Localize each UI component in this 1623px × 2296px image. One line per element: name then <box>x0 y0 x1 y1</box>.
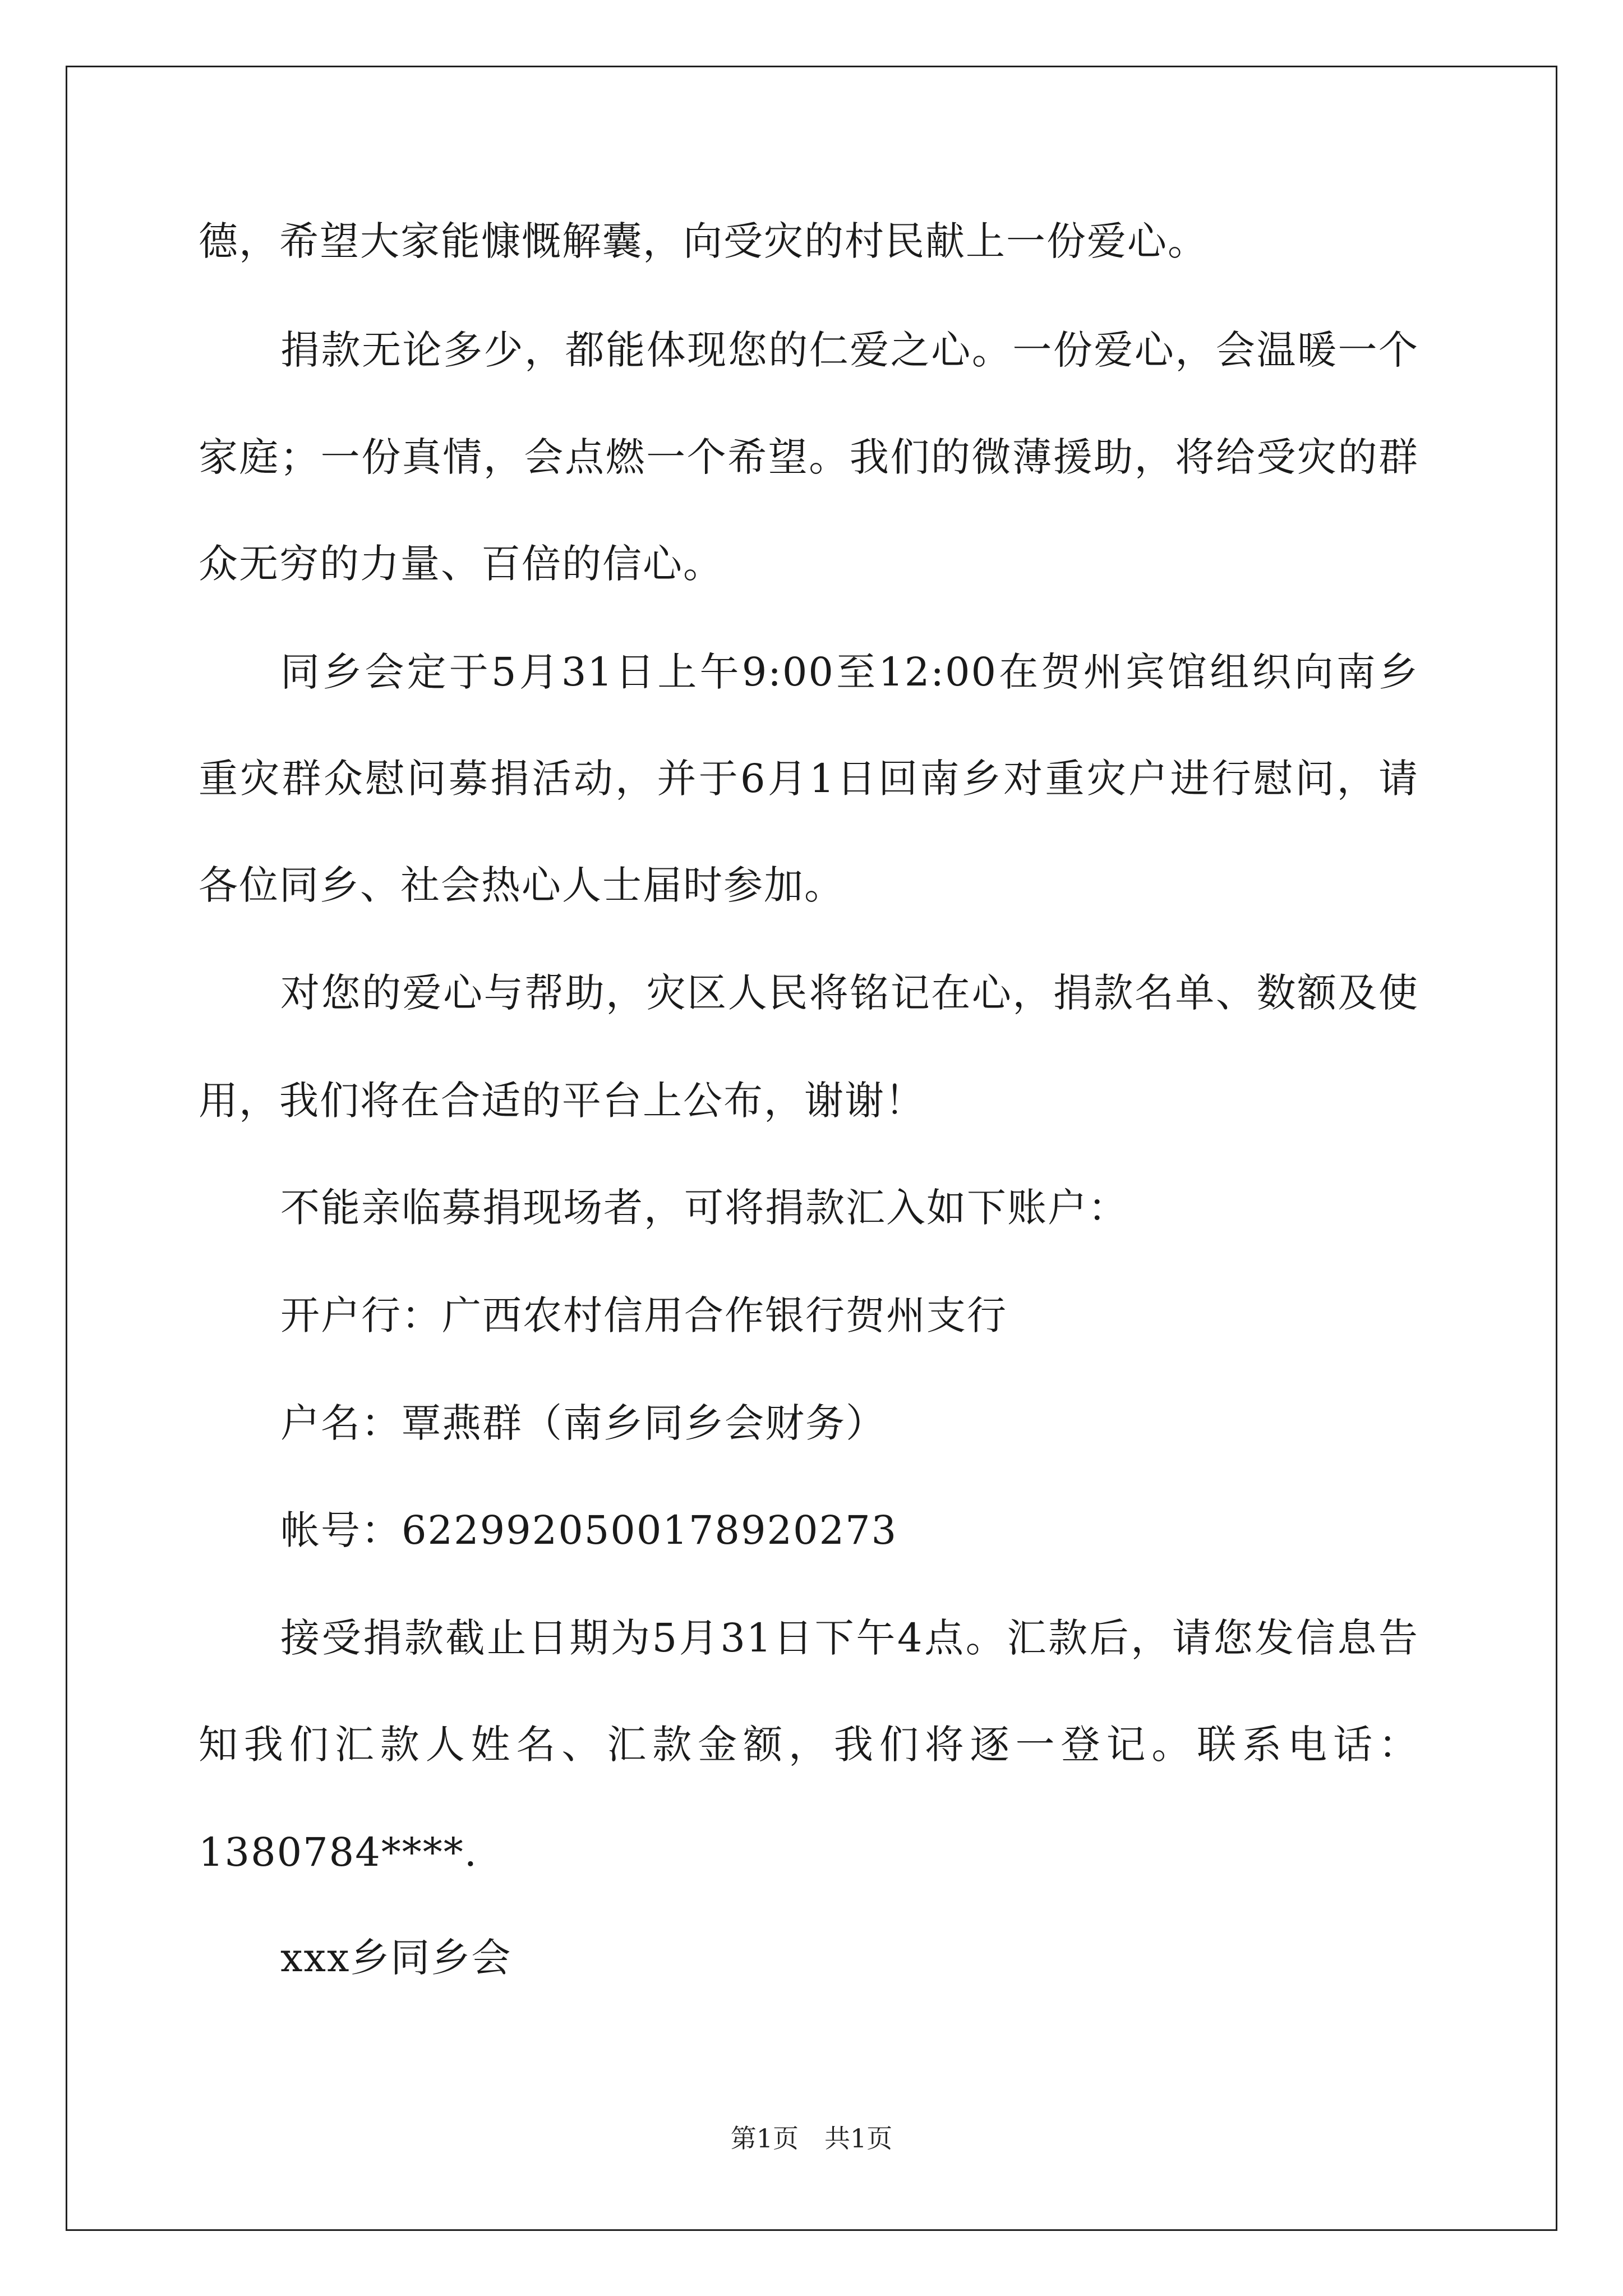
page-footer: 第1页 共1页 <box>730 2123 893 2154</box>
account-holder: 户名：覃燕群（南乡同乡会财务） <box>280 1400 886 1446</box>
text-line-3: 家庭；一份真情，会点燃一个希望。我们的微薄援助，将给受灾的群 <box>199 434 1419 480</box>
contact-phone: 1380784****. <box>199 1829 478 1875</box>
signature: xxx乡同乡会 <box>280 1935 512 1981</box>
text-line-1: 德，希望大家能慷慨解囊，向受灾的村民献上一份爱心。 <box>199 218 1208 264</box>
text-line-15: 知我们汇款人姓名、汇款金额，我们将逐一登记。联系电话： <box>199 1722 1419 1768</box>
bank-name: 开户行：广西农村信用合作银行贺州支行 <box>280 1292 1007 1338</box>
text-line-14: 接受捐款截止日期为5月31日下午4点。汇款后，请您发信息告 <box>280 1615 1419 1661</box>
page-border <box>66 66 1557 2231</box>
text-line-4: 众无穷的力量、百倍的信心。 <box>199 541 723 587</box>
text-line-10: 不能亲临募捐现场者，可将捐款汇入如下账户： <box>280 1185 1128 1231</box>
text-line-8: 对您的爱心与帮助，灾区人民将铭记在心，捐款名单、数额及使 <box>280 970 1419 1016</box>
text-line-5: 同乡会定于5月31日上午9:00至12:00在贺州宾馆组织向南乡 <box>280 649 1419 695</box>
text-line-6: 重灾群众慰问募捐活动，并于6月1日回南乡对重灾户进行慰问，请 <box>199 756 1419 802</box>
text-line-9: 用，我们将在合适的平台上公布，谢谢！ <box>199 1078 925 1124</box>
text-line-2: 捐款无论多少，都能体现您的仁爱之心。一份爱心，会温暖一个 <box>280 327 1419 373</box>
text-line-7: 各位同乡、社会热心人士届时参加。 <box>199 862 845 908</box>
account-number: 帐号：6229920500178920273 <box>280 1507 898 1553</box>
